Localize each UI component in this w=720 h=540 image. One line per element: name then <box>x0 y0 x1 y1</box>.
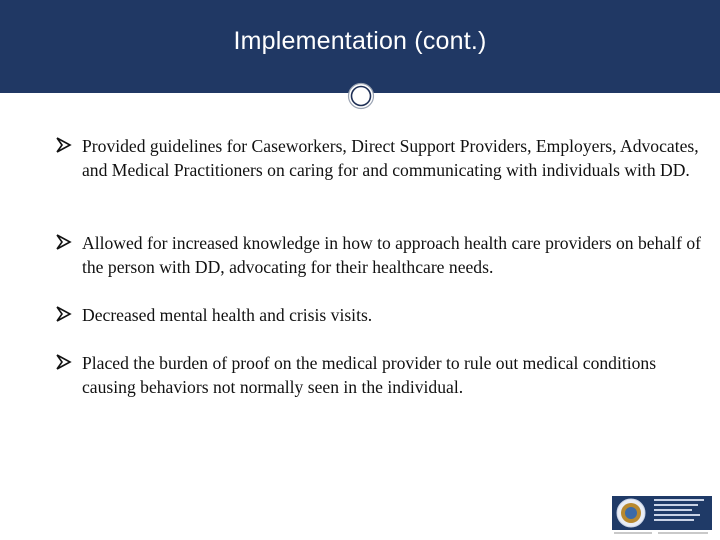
arrow-bullet-icon <box>55 304 73 324</box>
bullet-text: Allowed for increased knowledge in how to approach health care providers on behalf of the person with DD, advocating for their healthcare needs. <box>82 233 701 277</box>
logo-caption-left <box>614 532 652 534</box>
arrow-bullet-icon <box>55 232 73 252</box>
bullet-text: Decreased mental health and crisis visits. <box>82 305 373 325</box>
bullet-text: Placed the burden of proof on the medical provider to rule out medical conditions causing behaviors not normally seen in the individual. <box>82 353 657 397</box>
slide-header-bar <box>0 0 720 93</box>
slide-title: Implementation (cont.) <box>233 27 487 55</box>
circle-emblem-icon <box>347 82 375 110</box>
state-seal-icon <box>616 498 646 528</box>
logo-wordmark <box>654 499 704 524</box>
logo-caption-right <box>658 532 708 534</box>
arrow-bullet-icon <box>55 352 73 372</box>
arrow-bullet-icon <box>55 135 73 155</box>
bullet-text: Provided guidelines for Caseworkers, Direct Support Providers, Employers, Advocates, and Medical Practitioners on caring for and communicating with individuals with DD. <box>82 136 699 180</box>
